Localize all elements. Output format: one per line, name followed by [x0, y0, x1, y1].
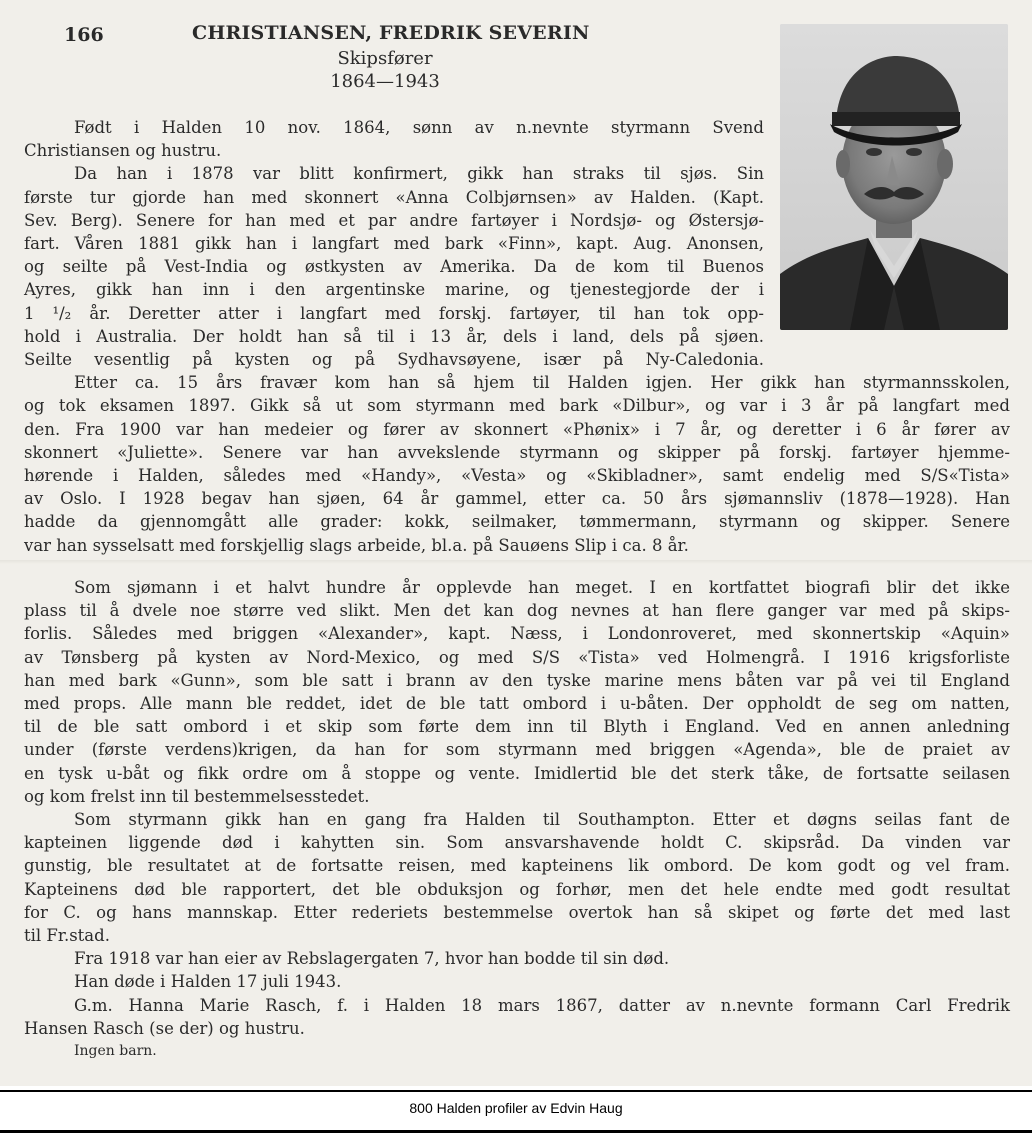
text-line: forlis. Således med briggen «Alexander», kapt. Næss, i Londonroveret, med skonnertskip «Aquin» [24, 624, 1010, 644]
life-years: 1864—1943 [330, 71, 440, 92]
text-line: skonnert «Juliette». Senere var han avvekslende styrmann og skipper på forskj. fartøyer hjemme- [24, 442, 1010, 462]
text-line: Kapteinens død ble rapportert, det ble obduksjon og forhør, men det hele endte med godt resultat [24, 879, 1010, 899]
text-line: plass til å dvele noe større ved slikt. Men det kan dog nevnes at han flere ganger var med på skips- [24, 601, 1010, 621]
footer-rule-bottom [0, 1130, 1032, 1133]
text-line: Etter ca. 15 års fravær kom han så hjem til Halden igjen. Her gikk han styrmannsskolen, [74, 373, 1010, 393]
text-line: Hansen Rasch (se der) og hustru. [24, 1018, 305, 1038]
text-line: han med bark «Gunn», som ble satt i brann av den tyske marine mens båten var på vei til England [24, 670, 1010, 690]
text-line: av Oslo. I 1928 begav han sjøen, 64 år gammel, etter ca. 50 års sjømannsliv (1878—1928). Han [24, 489, 1010, 509]
text-line: Seilte vesentlig på kysten og på Sydhavsøyene, især på Ny-Caledonia. [24, 350, 764, 370]
footer-rule-top [0, 1090, 1032, 1092]
scan-seam [0, 560, 1032, 564]
text-line: var han sysselsatt med forskjellig slags arbeide, bl.a. på Sauøens Slip i ca. 8 år. [24, 535, 689, 555]
text-line: til Fr.stad. [24, 926, 110, 946]
text-line: den. Fra 1900 var han medeier og fører av skonnert «Phønix» i 7 år, og deretter i 6 år fører av [24, 419, 1010, 439]
page-number: 166 [64, 24, 104, 46]
text-line: fart. Våren 1881 gikk han i langfart med bark «Finn», kapt. Aug. Anonsen, [24, 234, 764, 254]
text-line: hold i Australia. Der holdt han så til i 13 år, dels i land, dels på sjøen. [24, 326, 764, 346]
text-line: for C. og hans mannskap. Etter rederiets bestemmelse overtok han så skipet og førte det med last [24, 902, 1010, 922]
text-line: Ayres, gikk han inn i den argentinske marine, og tjenestegjorde der i [24, 280, 764, 300]
text-line: G.m. Hanna Marie Rasch, f. i Halden 18 mars 1867, datter av n.nevnte formann Carl Fredrik [74, 995, 1010, 1015]
text-line: av Tønsberg på kysten av Nord-Mexico, og med S/S «Tista» ved Holmengrå. I 1916 krigsforliste [24, 647, 1010, 667]
text-line: Som sjømann i et halvt hundre år opplevde han meget. I en kortfattet biografi blir det ikke [74, 578, 1010, 597]
text-line: Som styrmann gikk han en gang fra Halden til Southampton. Etter et døgns seilas fant de [74, 810, 1010, 830]
text-line: og tok eksamen 1897. Gikk så ut som styrmann med bark «Dilbur», og var i 3 år på langfart med [24, 396, 1010, 416]
text-line: under (første verdens)krigen, da han for som styrmann med briggen «Agenda», ble de praiet av [24, 740, 1010, 760]
text-line: hørende i Halden, således med «Handy», «Vesta» og «Skibladner», samt endelig med S/S«Tista» [24, 466, 1010, 486]
footer-caption: 800 Halden profiler av Edvin Haug [409, 1100, 623, 1116]
text-line: gunstig, ble resultatet at de fortsatte reisen, med kapteinens lik ombord. De kom godt og vel fram. [24, 856, 1010, 876]
text-line: Han døde i Halden 17 juli 1943. [74, 972, 342, 992]
text-line: hadde da gjennomgått alle grader: kokk, seilmaker, tømmermann, styrmann og skipper. Senere [24, 512, 1010, 532]
person-name: CHRISTIANSEN, FREDRIK SEVERIN [192, 22, 590, 44]
text-line: kapteinen liggende død i kahytten sin. Som ansvarshavende holdt C. skipsråd. Da vinden var [24, 833, 1010, 853]
text-line: og kom frelst inn til bestemmelsesstedet. [24, 786, 370, 806]
text-line: første tur gjorde han med skonnert «Anna Colbjørnsen» av Halden. (Kapt. [24, 187, 764, 207]
biography-upper [24, 116, 1010, 557]
text-line: og seilte på Vest-India og østkysten av Amerika. Da de kom til Buenos [24, 257, 764, 277]
text-line: med props. Alle mann ble reddet, idet de ble tatt ombord i u-båten. Der oppholdt de seg om natten, [24, 694, 1010, 714]
text-line: Christiansen og hustru. [24, 141, 222, 161]
text-line: Da han i 1878 var blitt konfirmert, gikk han straks til sjøs. Sin [74, 164, 764, 184]
biography-lower [24, 576, 1010, 1063]
text-line: Fra 1918 var han eier av Rebslagergaten 7, hvor han bodde til sin død. [74, 949, 670, 969]
occupation: Skipsfører [337, 48, 433, 69]
text-line: til de ble satt ombord i et skip som førte dem inn til Blyth i England. Ved en annen anledning [24, 717, 1010, 737]
text-line: Født i Halden 10 nov. 1864, sønn av n.nevnte styrmann Svend [74, 118, 764, 137]
text-line: Ingen barn. [74, 1043, 157, 1060]
text-line: en tysk u-båt og fikk ordre om å stoppe og vente. Imidlertid ble det sterk tåke, de fortsatte seilasen [24, 763, 1010, 783]
text-line: Sev. Berg). Senere for han med et par andre fartøyer i Nordsjø- og Østersjø- [24, 210, 764, 230]
text-line: 1 ¹/₂ år. Deretter atter i langfart med forskj. fartøyer, til han tok opp- [24, 303, 764, 323]
